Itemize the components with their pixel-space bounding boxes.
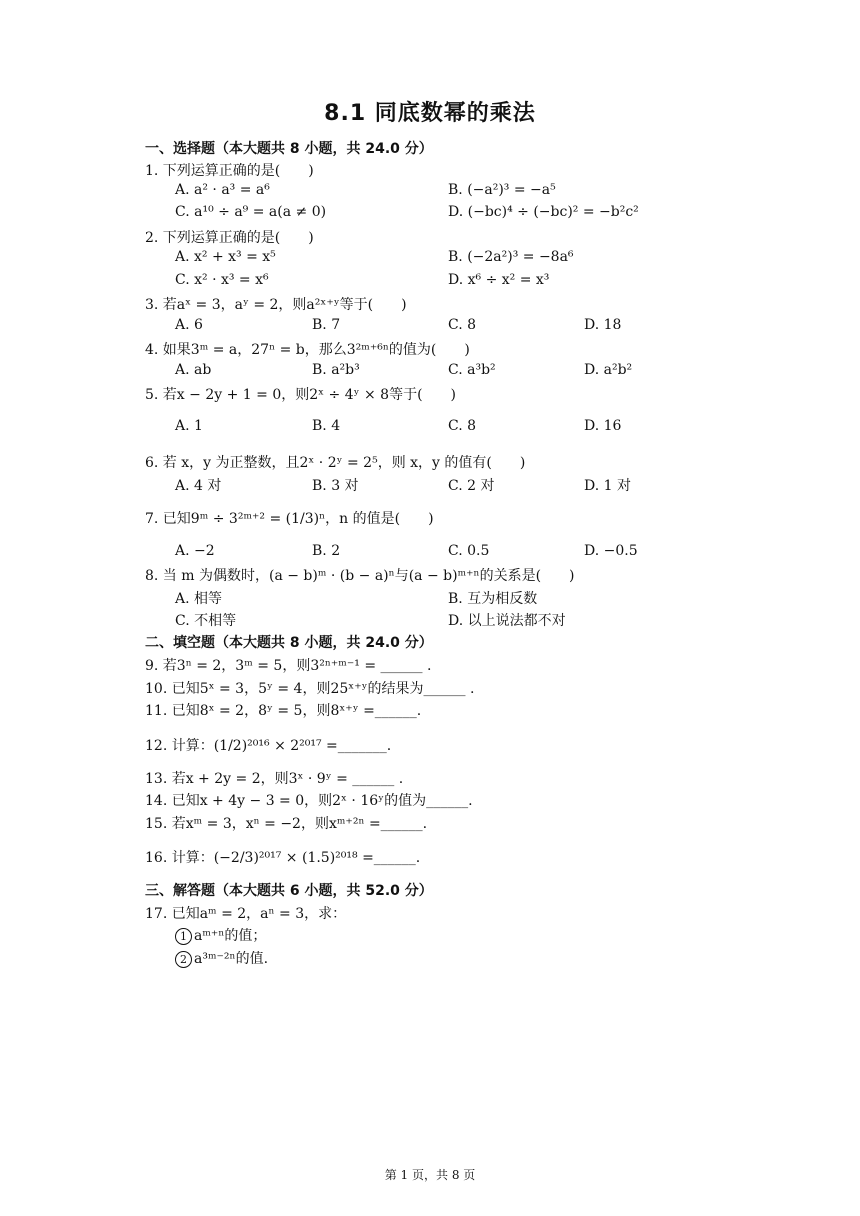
question-4: 4. 如果3ᵐ = a，27ⁿ = b，那么3²ᵐ⁺⁶ⁿ的值为( ) — [145, 342, 470, 358]
q17-part-1 — [175, 925, 266, 945]
q4-option-d: D. a²b² — [584, 362, 633, 378]
q6-option-c: C. 2 对 — [448, 478, 495, 494]
q5-option-a: A. 1 — [175, 418, 203, 434]
question-15: 15. 若xᵐ = 3，xⁿ = −2，则xᵐ⁺²ⁿ =______. — [145, 816, 428, 832]
question-3: 3. 若aˣ = 3，aʸ = 2，则a²ˣ⁺ʸ等于( ) — [145, 297, 407, 313]
q6-option-d: D. 1 对 — [584, 478, 631, 494]
page-title: 8.1 同底数幂的乘法 — [324, 101, 536, 126]
page-footer: 第 1 页，共 8 页 — [384, 1168, 476, 1182]
question-2: 2. 下列运算正确的是( ) — [145, 230, 314, 246]
section-heading-choice: 一、选择题（本大题共 8 小题，共 24.0 分） — [145, 141, 433, 157]
q8-option-c: C. 不相等 — [175, 613, 237, 629]
q7-option-a: A. −2 — [175, 543, 215, 559]
question-14: 14. 已知x + 4y − 3 = 0，则2ˣ · 16ʸ的值为______. — [145, 793, 473, 809]
question-5: 5. 若x − 2y + 1 = 0，则2ˣ ÷ 4ʸ × 8等于( ) — [145, 387, 456, 403]
question-1: 1. 下列运算正确的是( ) — [145, 163, 314, 179]
q3-option-a: A. 6 — [175, 317, 203, 333]
circled-number: 1 — [175, 928, 192, 945]
question-6: 6. 若 x，y 为正整数，且2ˣ · 2ʸ = 2⁵，则 x，y 的值有( ) — [145, 455, 526, 471]
q7-option-b: B. 2 — [312, 543, 341, 559]
q17-part-1-text: aᵐ⁺ⁿ的值； — [194, 928, 267, 944]
question-9: 9. 若3ⁿ = 2，3ᵐ = 5，则3²ⁿ⁺ᵐ⁻¹ = ______ . — [145, 658, 432, 674]
q2-option-d: D. x⁶ ÷ x² = x³ — [448, 272, 550, 288]
question-11: 11. 已知8ˣ = 2，8ʸ = 5，则8ˣ⁺ʸ =______. — [145, 703, 422, 719]
circled-number: 2 — [175, 951, 192, 968]
q8-option-b: B. 互为相反数 — [448, 591, 538, 607]
q1-option-b: B. (−a²)³ = −a⁵ — [448, 182, 556, 198]
section-heading-solve: 三、解答题（本大题共 6 小题，共 52.0 分） — [145, 883, 433, 899]
q8-option-a: A. 相等 — [175, 591, 223, 607]
q4-option-b: B. a²b³ — [312, 362, 360, 378]
question-8: 8. 当 m 为偶数时，(a − b)ᵐ · (b − a)ⁿ与(a − b)ᵐ⁺ⁿ的关系是( ) — [145, 568, 575, 584]
q3-option-c: C. 8 — [448, 317, 477, 333]
section-heading-fill: 二、填空题（本大题共 8 小题，共 24.0 分） — [145, 635, 433, 651]
question-10: 10. 已知5ˣ = 3，5ʸ = 4，则25ˣ⁺ʸ的结果为______ . — [145, 681, 475, 697]
q7-option-c: C. 0.5 — [448, 543, 490, 559]
question-16: 16. 计算：(−2/3)²⁰¹⁷ × (1.5)²⁰¹⁸ =______. — [145, 850, 421, 866]
q2-option-b: B. (−2a²)³ = −8a⁶ — [448, 249, 574, 265]
q3-option-d: D. 18 — [584, 317, 622, 333]
q2-option-a: A. x² + x³ = x⁵ — [175, 249, 276, 265]
q17-part-2-text: a³ᵐ⁻²ⁿ的值. — [194, 951, 269, 967]
question-13: 13. 若x + 2y = 2，则3ˣ · 9ʸ = ______ . — [145, 771, 404, 787]
q1-option-d: D. (−bc)⁴ ÷ (−bc)² = −b²c² — [448, 204, 639, 220]
question-12: 12. 计算：(1/2)²⁰¹⁶ × 2²⁰¹⁷ =_______. — [145, 738, 392, 754]
q17-part-2 — [175, 948, 268, 968]
q5-option-d: D. 16 — [584, 418, 622, 434]
q4-option-c: C. a³b² — [448, 362, 496, 378]
q7-option-d: D. −0.5 — [584, 543, 638, 559]
question-7: 7. 已知9ᵐ ÷ 3²ᵐ⁺² = (1/3)ⁿ，n 的值是( ) — [145, 511, 434, 527]
q4-option-a: A. ab — [175, 362, 212, 378]
q5-option-c: C. 8 — [448, 418, 477, 434]
question-17: 17. 已知aᵐ = 2，aⁿ = 3，求： — [145, 906, 347, 922]
q5-option-b: B. 4 — [312, 418, 341, 434]
q3-option-b: B. 7 — [312, 317, 341, 333]
q6-option-a: A. 4 对 — [175, 478, 222, 494]
q1-option-a: A. a² · a³ = a⁶ — [175, 182, 270, 198]
q1-option-c: C. a¹⁰ ÷ a⁹ = a(a ≠ 0) — [175, 204, 327, 220]
q8-option-d: D. 以上说法都不对 — [448, 613, 566, 629]
q6-option-b: B. 3 对 — [312, 478, 359, 494]
q2-option-c: C. x² · x³ = x⁶ — [175, 272, 269, 288]
